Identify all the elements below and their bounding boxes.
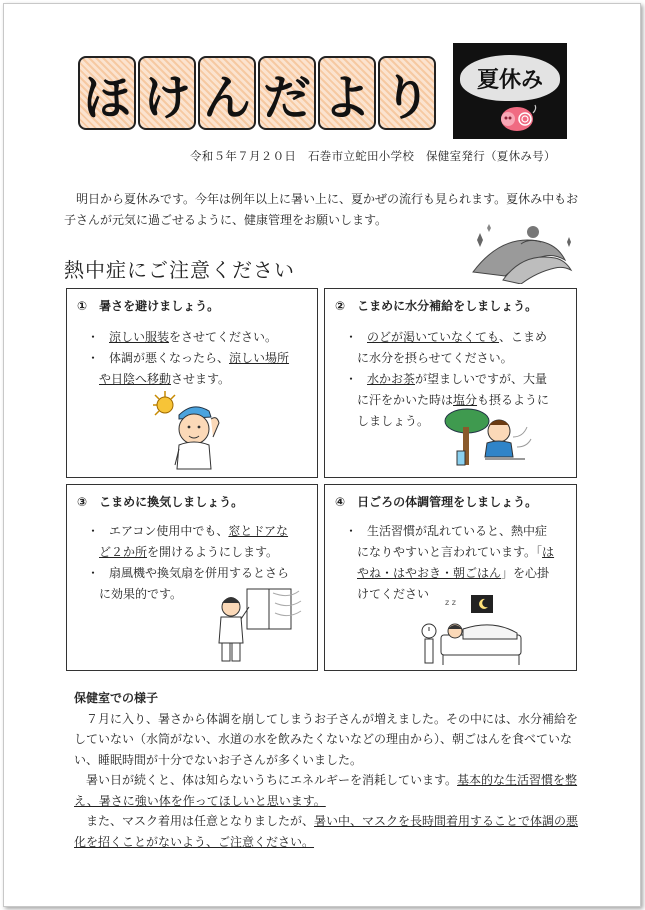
mosquito-coil-pig-icon: [497, 103, 539, 133]
tip-box-daily-health: [324, 484, 577, 671]
tip-line: ・ 水かお茶が望ましいですが、大量: [345, 372, 548, 386]
tip-line: [99, 584, 182, 605]
tip-text: 生活習慣が乱れていると、熱中症: [367, 524, 548, 538]
tip-text: を開けるようにします。: [147, 545, 279, 559]
tip-text: も摂るように: [477, 393, 550, 407]
tip-line: [357, 563, 549, 584]
title-char: ん: [198, 56, 256, 130]
dolphin-illustration: [463, 222, 581, 284]
tip-text: エアコン使用中でも、: [109, 524, 229, 538]
tip-underlined: 水かお茶: [367, 372, 416, 386]
tip-line: [99, 369, 230, 390]
tip-box-ventilation: [66, 484, 318, 671]
tip-box-title: [77, 493, 243, 510]
report-paragraph: ７月に入り、暑さから体調を崩してしまうお子さんが増えました。その中には、水分補給をしていない（水筒がない、水道の水を飲みたくないなどの理由から）、朝ごはんを食べていない、睡眠時間が十分でないお子さんが多くいました。: [74, 711, 579, 767]
tip-text: が望ましいですが、大量: [415, 372, 548, 386]
tip-underlined: や日陰へ移動: [99, 372, 172, 386]
tip-text: 扇風機や換気扇を併用するとさら: [109, 566, 290, 580]
issue-line: 令和５年７月２０日 石巻市立蛇田小学校 保健室発行（夏休み号）: [190, 149, 556, 163]
intro-paragraph: 明日から夏休みです。今年は例年以上に暑い上に、夏かぜの流行も見られます。夏休み中もお子さんが元気に過ごせるように、健康管理をお願いします。: [64, 192, 579, 227]
title-char: よ: [318, 56, 376, 130]
tip-text: 」を心掛: [501, 566, 550, 580]
boy-drinking-under-tree-illustration: [443, 407, 535, 471]
tip-text: に汗をかいた時は: [357, 393, 454, 407]
tip-underlined: 窓とドアな: [228, 524, 289, 538]
tip-line: ・ 体調が悪くなったら、涼しい場所: [87, 351, 290, 365]
svg-text:z z: z z: [445, 598, 456, 607]
tip-line: [357, 348, 513, 369]
report-heading: 保健室での様子: [74, 691, 159, 705]
tip-box-hydration: [324, 288, 577, 478]
tip-line: [357, 411, 429, 432]
section-title: 熱中症にご注意ください: [64, 258, 295, 282]
summer-badge-label: 夏休み: [460, 55, 560, 101]
child-opening-window-illustration: [213, 583, 305, 667]
tip-text: けてください: [357, 587, 430, 601]
tip-underlined: 涼しい場所: [229, 351, 290, 365]
sleeping-child-illustration: [419, 589, 529, 667]
tip-underlined: 塩分: [453, 393, 478, 407]
title-char: け: [138, 56, 196, 130]
report-underlined: 暑い中、マスクを長時間着用することで体調の悪化を招くことがないよう、ご注意ください。: [74, 814, 579, 849]
tip-text: をさせてください。: [169, 330, 278, 344]
report-text: 暑い日が続くと、体は知らないうちにエネルギーを消耗しています。: [86, 773, 458, 787]
report-paragraph: [74, 811, 582, 852]
report-text: また、マスク着用は任意となりましたが、: [86, 814, 315, 828]
tip-text: させます。: [171, 372, 231, 386]
tip-text: しましょう。: [357, 414, 430, 428]
tip-text: に効果的です。: [99, 587, 183, 601]
tip-text: 体調が悪くなったら、: [109, 351, 230, 365]
tip-box-title: [335, 297, 537, 314]
tip-line: ・ 扇風機や換気扇を併用するとさら: [87, 566, 290, 580]
tip-underlined: のどが渇いていなくても: [367, 330, 500, 344]
nurse-office-report: [74, 688, 582, 852]
tip-box-avoid-heat: [66, 288, 318, 478]
title-char: ほ: [78, 56, 136, 130]
tip-line: ・ エアコン使用中でも、窓とドアな: [87, 524, 289, 538]
report-underlined: 基本的な生活習慣を整え、暑さに強い体を作ってほしいと思います。: [74, 773, 578, 808]
tip-line: ・ 生活習慣が乱れていると、熱中症: [345, 524, 548, 538]
tip-underlined: は: [542, 545, 555, 559]
tip-number: ②: [335, 299, 346, 313]
report-paragraph: [74, 770, 582, 811]
tip-underlined: ど２か所: [99, 545, 148, 559]
sun-and-boy-illustration: [149, 389, 229, 471]
tip-line: [99, 542, 278, 563]
tip-text: に水分を摂らせてください。: [357, 351, 513, 365]
tip-title-text: 日ごろの体調管理をしましょう。: [357, 495, 538, 509]
summer-badge: [453, 43, 567, 139]
tip-underlined: やね・はやおき・朝ごはん: [357, 566, 502, 580]
tip-line: ・ のどが渇いていなくても、こまめ: [345, 330, 548, 344]
tip-title-text: こまめに水分補給をしましょう。: [357, 299, 538, 313]
title-char: り: [378, 56, 436, 130]
tip-number: ④: [335, 495, 346, 509]
tip-box-title: [335, 493, 537, 510]
tip-number: ①: [77, 299, 88, 313]
tip-underlined: 涼しい服装: [109, 330, 170, 344]
tip-line: ・ 涼しい服装をさせてください。: [87, 330, 278, 344]
newsletter-title: [78, 56, 436, 134]
tip-number: ③: [77, 495, 88, 509]
tip-title-text: 暑さを避けましょう。: [99, 299, 220, 313]
tip-box-title: [77, 297, 219, 314]
tip-title-text: こまめに換気しましょう。: [99, 495, 244, 509]
tip-text: になりやすいと言われています。「: [357, 545, 543, 559]
tip-line: [357, 542, 554, 563]
title-char: だ: [258, 56, 316, 130]
tip-text: 、こまめ: [499, 330, 548, 344]
